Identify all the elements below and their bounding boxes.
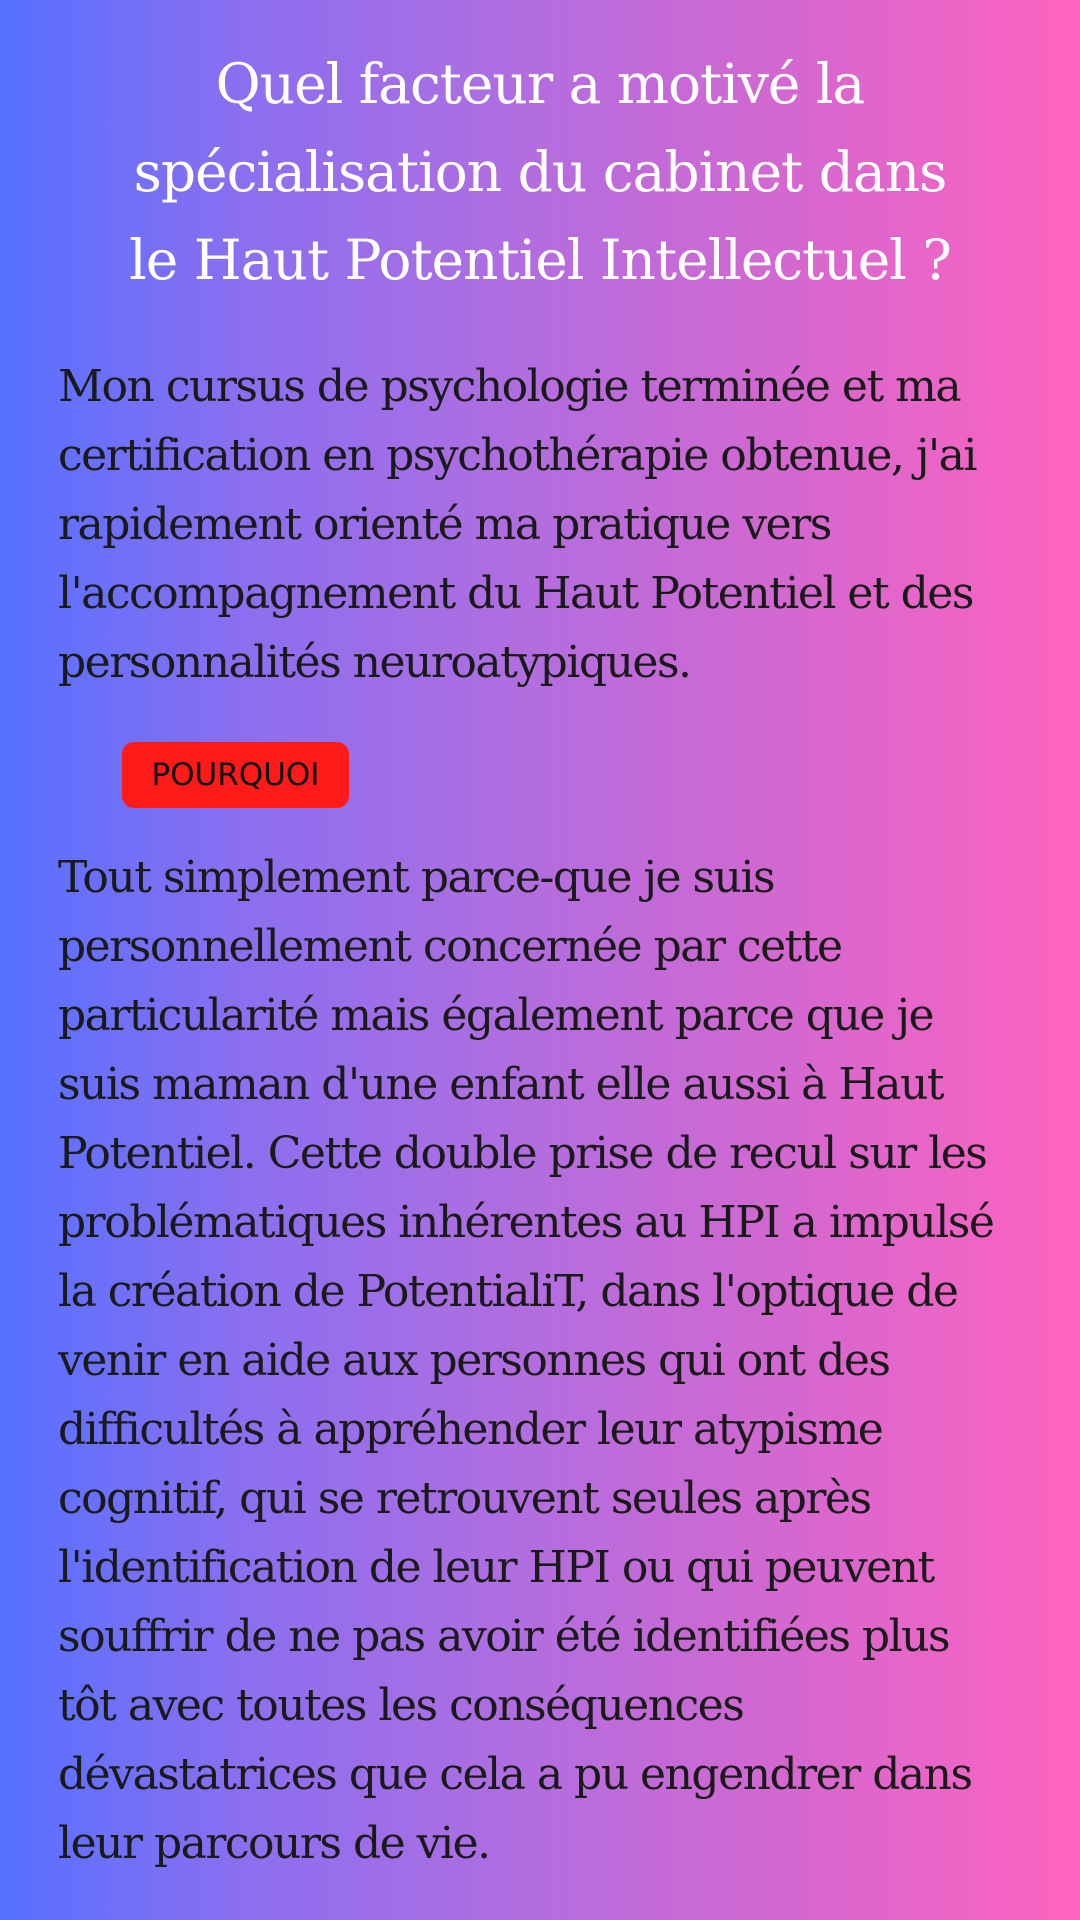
answer-line: dévastatrices que cela a pu engendrer dans — [58, 1749, 972, 1800]
answer-line: l'identification de leur HPI ou qui peuvent — [58, 1542, 934, 1593]
intro-line: rapidement orienté ma pratique vers — [58, 499, 831, 550]
answer-line: la création de PotentialiT, dans l'optique de — [58, 1266, 958, 1317]
title-line: spécialisation du cabinet dans — [133, 140, 947, 204]
answer-line: personnellement concernée par cette — [58, 921, 842, 972]
answer-line: souffrir de ne pas avoir été identifiées plus — [58, 1611, 950, 1662]
answer-line: Potentiel. Cette double prise de recul sur les — [58, 1128, 987, 1179]
answer-line: Tout simplement parce-que je suis — [58, 852, 775, 903]
answer-line: tôt avec toutes les conséquences — [58, 1680, 744, 1731]
answer-line: cognitif, qui se retrouvent seules après — [58, 1473, 871, 1524]
intro-line: certification en psychothérapie obtenue, j'ai — [58, 430, 976, 481]
intro-line: Mon cursus de psychologie terminée et ma — [58, 361, 961, 412]
intro-paragraph — [58, 352, 1038, 697]
pourquoi-badge: POURQUOI — [122, 742, 349, 808]
intro-line: l'accompagnement du Haut Potentiel et des — [58, 568, 973, 619]
answer-line: difficultés à appréhender leur atypisme — [58, 1404, 883, 1455]
answer-line: suis maman d'une enfant elle aussi à Haut — [58, 1059, 943, 1110]
answer-line: problématiques inhérentes au HPI a impulsé — [58, 1197, 994, 1248]
answer-line: venir en aide aux personnes qui ont des — [58, 1335, 890, 1386]
page-title — [90, 40, 990, 304]
title-line: le Haut Potentiel Intellectuel ? — [129, 228, 951, 292]
answer-line: leur parcours de vie. — [58, 1818, 490, 1869]
answer-paragraph — [58, 843, 1038, 1878]
intro-line: personnalités neuroatypiques. — [58, 637, 691, 688]
title-line: Quel facteur a motivé la — [215, 52, 865, 116]
answer-line: particularité mais également parce que je — [58, 990, 934, 1041]
